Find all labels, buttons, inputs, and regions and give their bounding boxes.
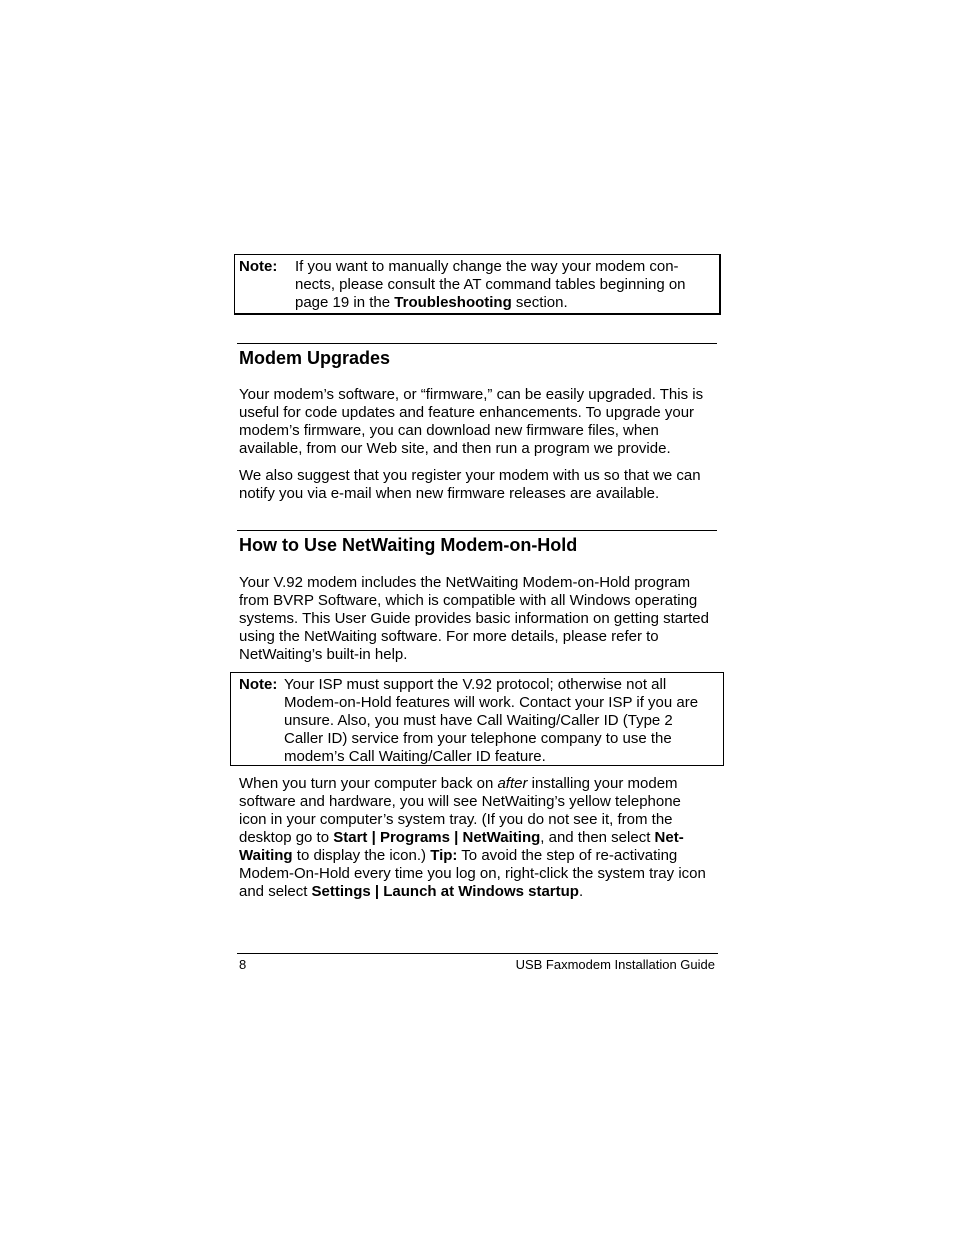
- page-number: 8: [239, 957, 247, 972]
- footer-divider: [237, 953, 718, 954]
- paragraph: We also suggest that you register your modem with us so that we can notify you via e-mail when new firmware releases are available.: [239, 467, 701, 502]
- paragraph-system-tray: When you turn your computer back on after installing your modem software and hardware, you will see NetWaiting’s yellow telephone icon in your computer’s system tray. (If you do not see it, from the desktop go to Start | Programs | NetWaiting, and then select Net-Waiting to display the icon.) Tip: To avoid the step of re-activating Modem-On-Hold every time you log on, right-click the system tray icon and select Settings | Launch at Windows startup.: [239, 775, 706, 900]
- note-text: If you want to manually change the way your modem con-nects, please consult the AT command tables beginning on page 19 in the Troubleshooting section.: [295, 258, 686, 311]
- menu-path: Settings | Launch at Windows startup: [311, 883, 579, 900]
- section-divider: [237, 530, 717, 531]
- note-label: Note:: [239, 258, 278, 275]
- note-text: Your ISP must support the V.92 protocol; otherwise not all Modem-on-Hold features will work. Contact your ISP if you are unsure. Also, you must have Call Waiting/Caller ID (Type 2 Caller ID) service from your telephone company to use the modem’s Call Waiting/Caller ID feature.: [284, 676, 699, 765]
- tip-label: Tip:: [430, 847, 458, 864]
- section-heading-netwaiting: How to Use NetWaiting Modem-on-Hold: [239, 535, 578, 555]
- menu-path: Start | Programs | NetWaiting: [333, 829, 541, 846]
- section-divider: [237, 343, 717, 344]
- note-label: Note:: [239, 676, 278, 693]
- paragraph: Your modem’s software, or “firmware,” can be easily upgraded. This is useful for code updates and feature enhancements. To upgrade your modem’s firmware, you can download new firmware files, when available, from our Web site, and then run a program we provide.: [239, 386, 704, 457]
- troubleshooting-ref: Troubleshooting: [394, 294, 512, 311]
- section-heading-modem-upgrades: Modem Upgrades: [239, 348, 391, 368]
- note-box-isp: [230, 672, 724, 766]
- paragraph: Your V.92 modem includes the NetWaiting Modem-on-Hold program from BVRP Software, which is compatible with all Windows operating systems. This User Guide provides basic information on getting started using the NetWaiting software. For more details, please refer to NetWaiting’s built-in help.: [239, 574, 709, 663]
- note-box-connection: [234, 254, 721, 315]
- footer-title: USB Faxmodem Installation Guide: [515, 957, 715, 972]
